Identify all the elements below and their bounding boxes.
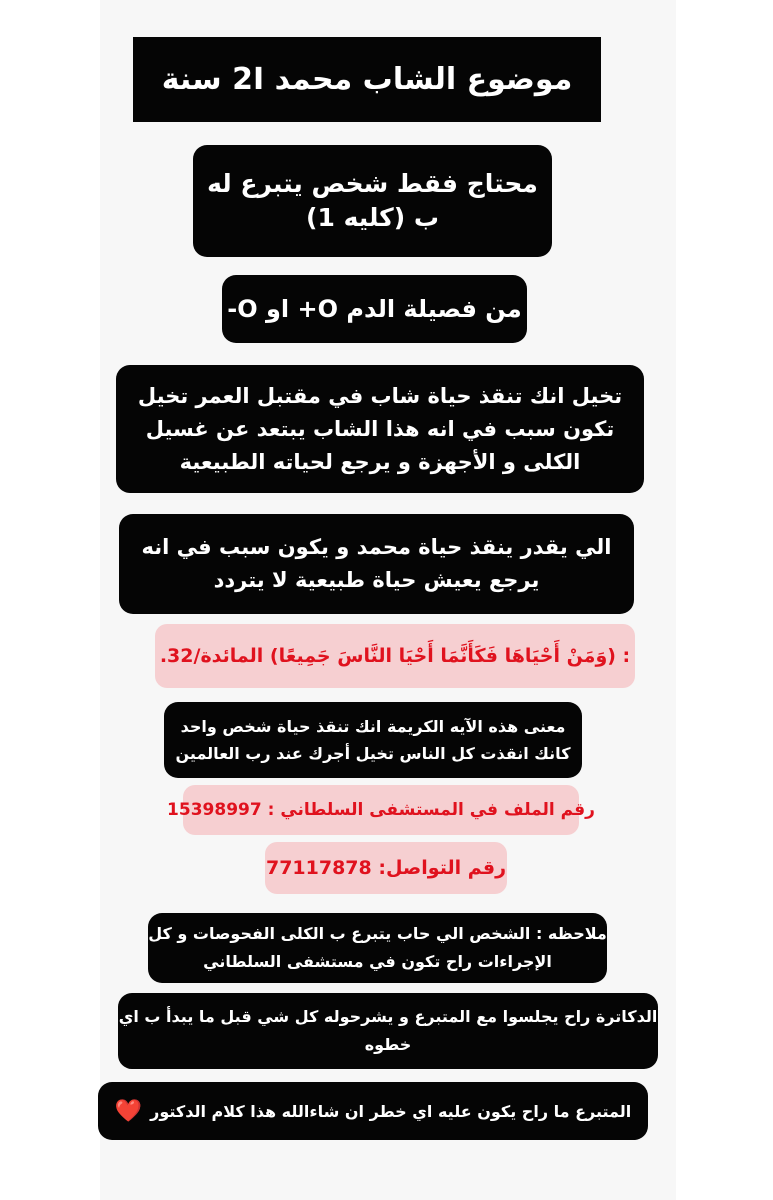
- doctors-line-2: خطوه: [364, 1035, 412, 1054]
- whoever-line-2: يرجع يعيش حياة طبيعية لا يتردد: [213, 568, 540, 592]
- note-card: [148, 913, 607, 983]
- meaning-line-2: كانك انقذت كل الناس تخيل أجرك عند رب العالمين: [175, 744, 571, 763]
- file-number-text: رقم الملف في المستشفى السلطاني : 15398997: [167, 800, 595, 820]
- title-card: [133, 37, 601, 122]
- verse-card: [155, 624, 635, 688]
- imagine-line-2: تكون سبب في انه هذا الشاب يبتعد عن غسيل: [145, 416, 615, 441]
- blood-type-text: من فصيلة الدم O+ او O-: [227, 295, 522, 323]
- imagine-line-1: تخيل انك تنقذ حياة شاب في مقتبل العمر تخيل: [137, 383, 623, 408]
- contact-text: رقم التواصل: 77117878: [265, 857, 507, 879]
- imagine-line-3: الكلى و الأجهزة و يرجع لحياته الطبيعية: [179, 449, 581, 474]
- note-line-2: الإجراءات راح تكون في مستشفى السلطاني: [203, 952, 552, 971]
- title-text: موضوع الشاب محمد 2I سنة: [161, 62, 573, 97]
- blood-type-card: [222, 275, 527, 343]
- contact-card: [265, 842, 507, 894]
- safety-text: المتبرع ما راح يكون عليه اي خطر ان شاءالله هذا كلام الدكتور: [150, 1101, 632, 1121]
- whoever-line-1: الي يقدر ينقذ حياة محمد و يكون سبب في انه: [141, 535, 612, 559]
- whoever-card: [119, 514, 634, 614]
- imagine-card: [116, 365, 644, 493]
- doctors-line-1: الدكاترة راح يجلسوا مع المتبرع و يشرحوله كل شي قبل ما يبدأ ب اي: [118, 1007, 658, 1026]
- heart-icon: ❤️: [114, 1098, 143, 1124]
- verse-text: : (وَمَنْ أَحْيَاهَا فَكَأَنَّمَا أَحْيَا النَّاسَ جَمِيعًا) المائدة/32.: [159, 645, 631, 667]
- doctors-card: [118, 993, 658, 1069]
- meaning-line-1: معنى هذه الآيه الكريمة انك تنقذ حياة شخص واحد: [180, 717, 566, 736]
- safety-card: [98, 1082, 648, 1140]
- need-donor-line-2: ب (كليه 1): [306, 203, 439, 232]
- need-donor-line-1: محتاج فقط شخص يتبرع له: [207, 169, 538, 198]
- note-line-1: ملاحظه : الشخص الي حاب يتبرع ب الكلى الفحوصات و كل: [148, 924, 607, 943]
- file-number-card: [167, 785, 595, 835]
- meaning-card: [164, 702, 582, 778]
- need-donor-card: [193, 145, 552, 257]
